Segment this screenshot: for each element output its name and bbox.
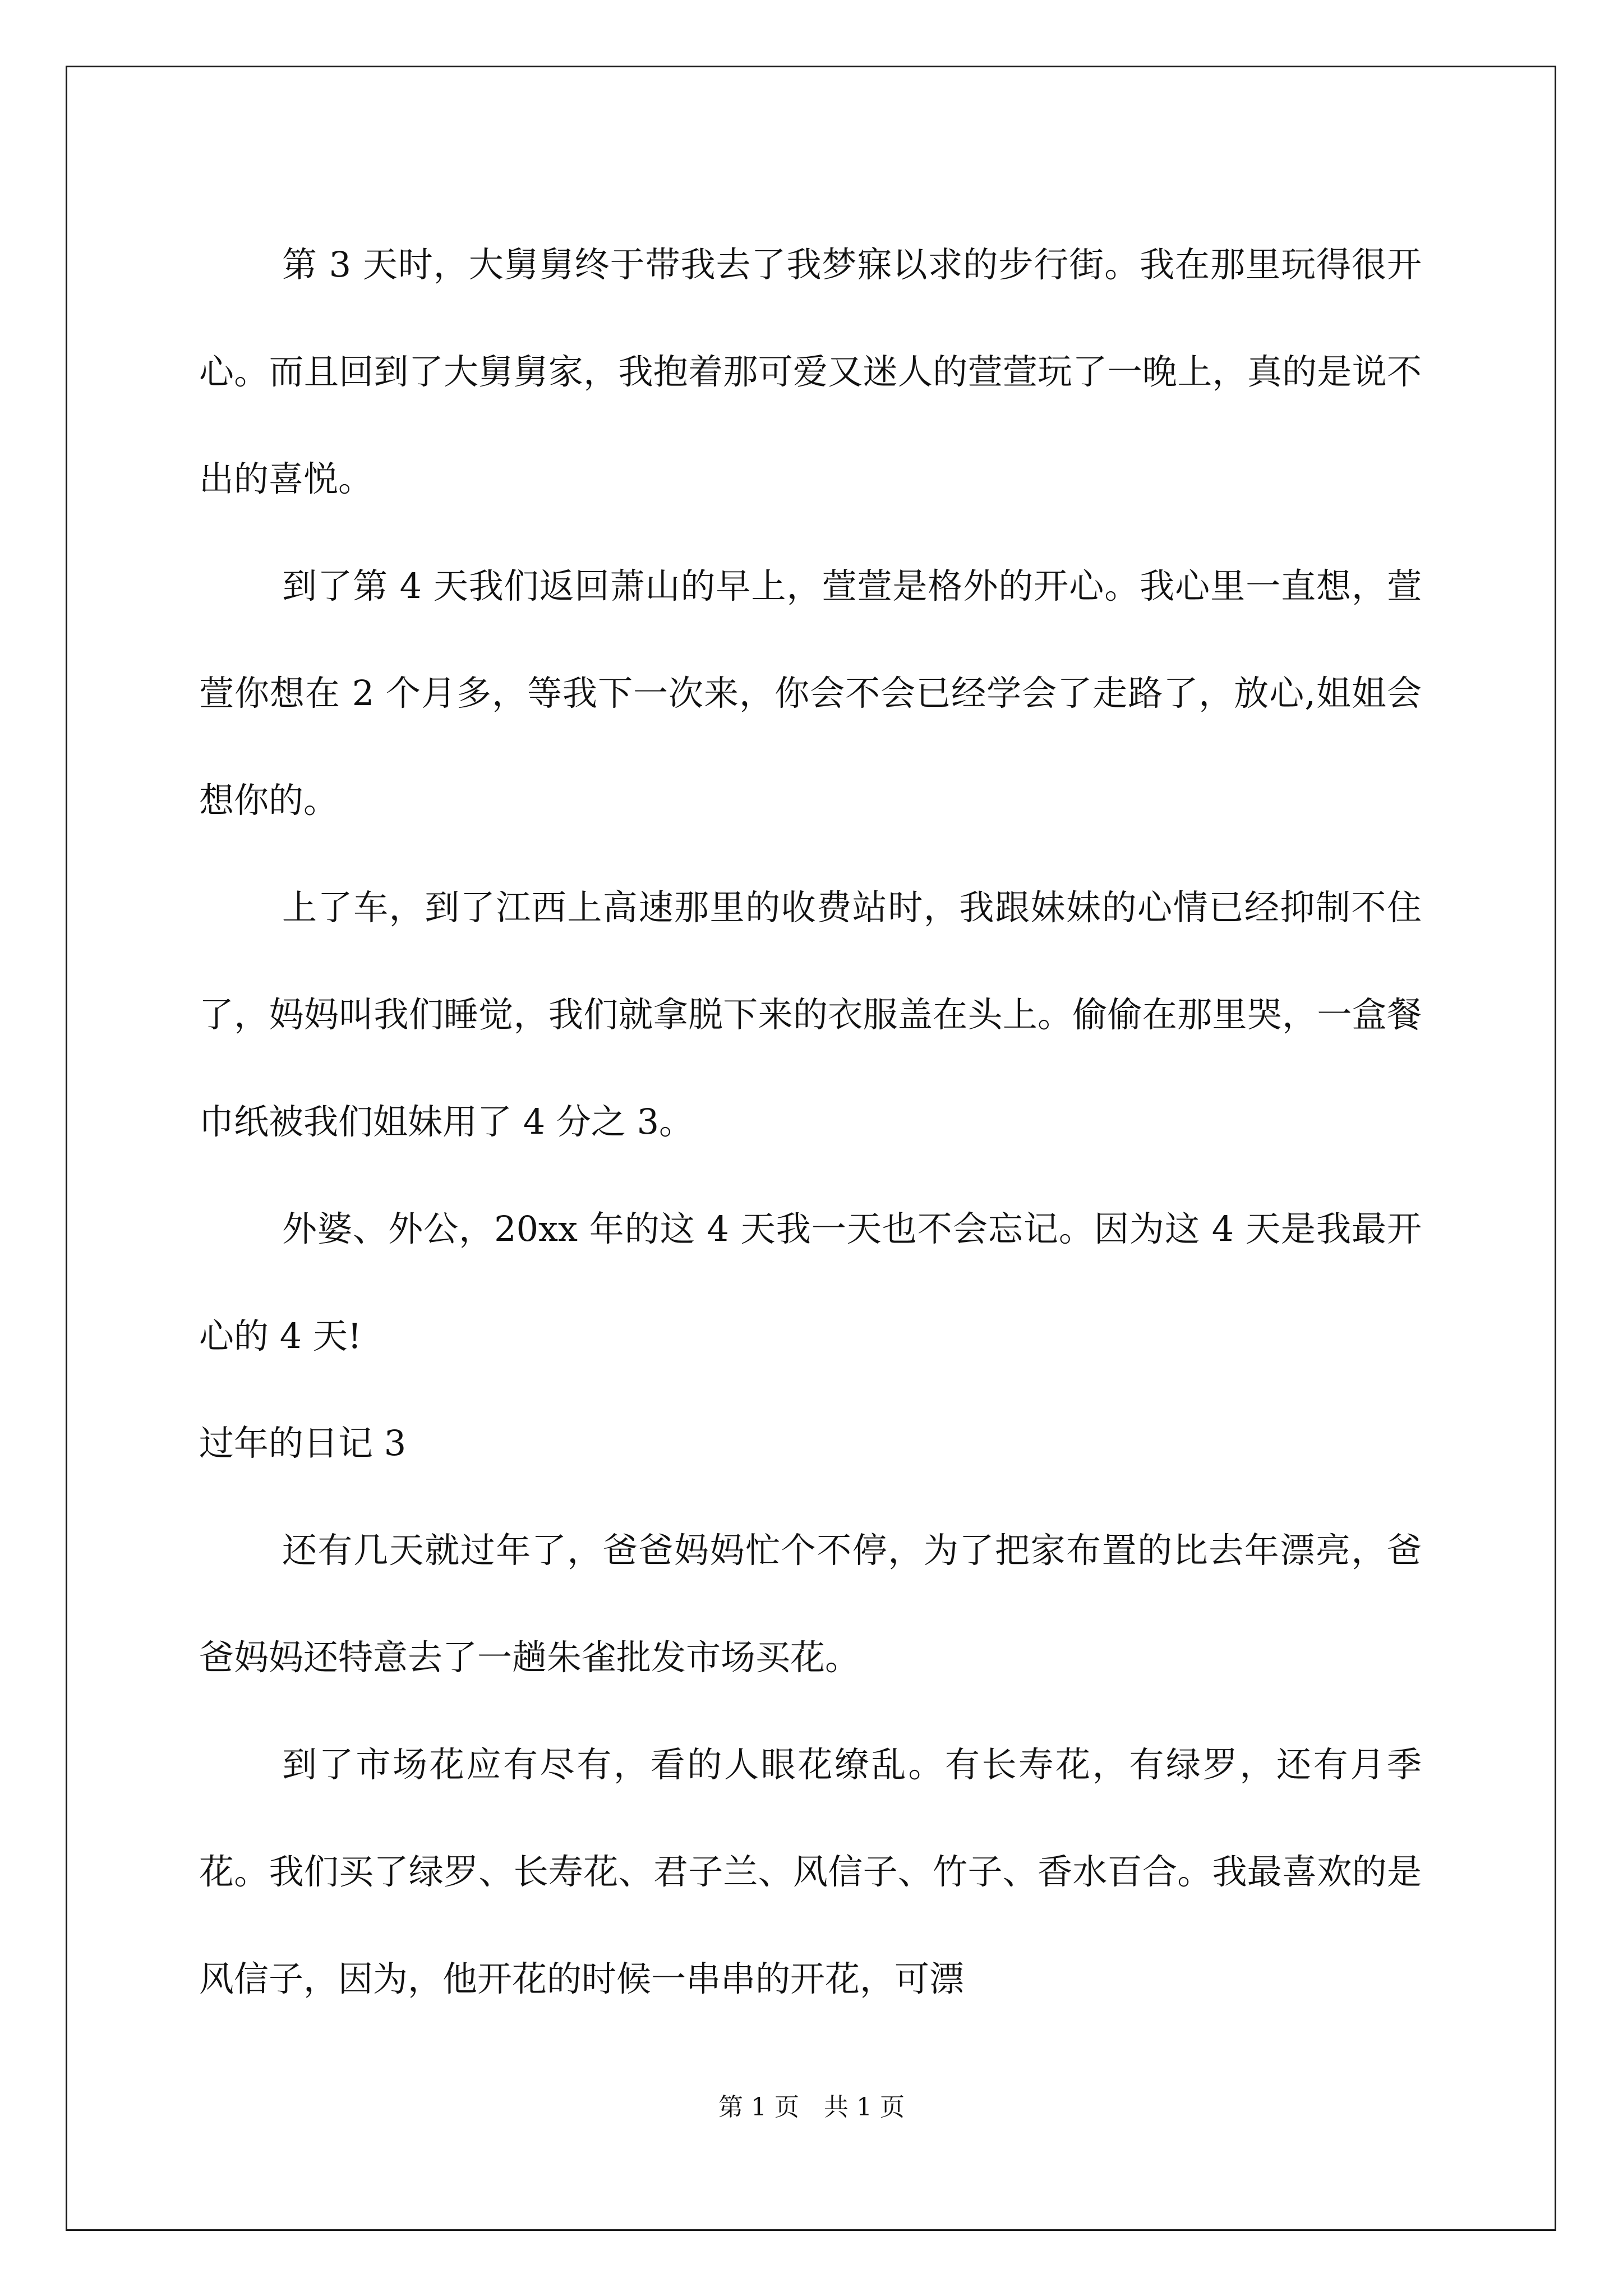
paragraph: 外婆、外公，20xx 年的这 4 天我一天也不会忘记。因为这 4 天是我最开心的 4 天! bbox=[199, 1208, 1422, 1356]
paragraph: 上了车，到了江西上高速那里的收费站时，我跟妹妹的心情已经抑制不住了，妈妈叫我们睡觉，我们就拿脱下来的衣服盖在头上。偷偷在那里哭，一盒餐巾纸被我们姐妹用了 4 分之 3。 bbox=[199, 887, 1422, 1142]
page-footer: 第 1 页 共 1 页 bbox=[718, 2093, 905, 2122]
paragraph: 还有几天就过年了，爸爸妈妈忙个不停，为了把家布置的比去年漂亮，爸爸妈妈还特意去了一趟朱雀批发市场买花。 bbox=[199, 1530, 1422, 1678]
paragraph: 到了市场花应有尽有，看的人眼花缭乱。有长寿花，有绿罗，还有月季花。我们买了绿罗、长寿花、君子兰、风信子、竹子、香水百合。我最喜欢的是风信子，因为，他开花的时候一串串的开花，可漂 bbox=[199, 1744, 1422, 1999]
paragraph: 第 3 天时，大舅舅终于带我去了我梦寐以求的步行街。我在那里玩得很开心。而且回到了大舅舅家，我抱着那可爱又迷人的萱萱玩了一晚上，真的是说不出的喜悦。 bbox=[199, 244, 1422, 499]
paragraph: 到了第 4 天我们返回萧山的早上，萱萱是格外的开心。我心里一直想，萱萱你想在 2 个月多，等我下一次来，你会不会已经学会了走路了，放心,姐姐会想你的。 bbox=[199, 565, 1422, 821]
section-heading: 过年的日记 3 bbox=[199, 1423, 407, 1464]
document-body bbox=[199, 211, 1422, 2032]
